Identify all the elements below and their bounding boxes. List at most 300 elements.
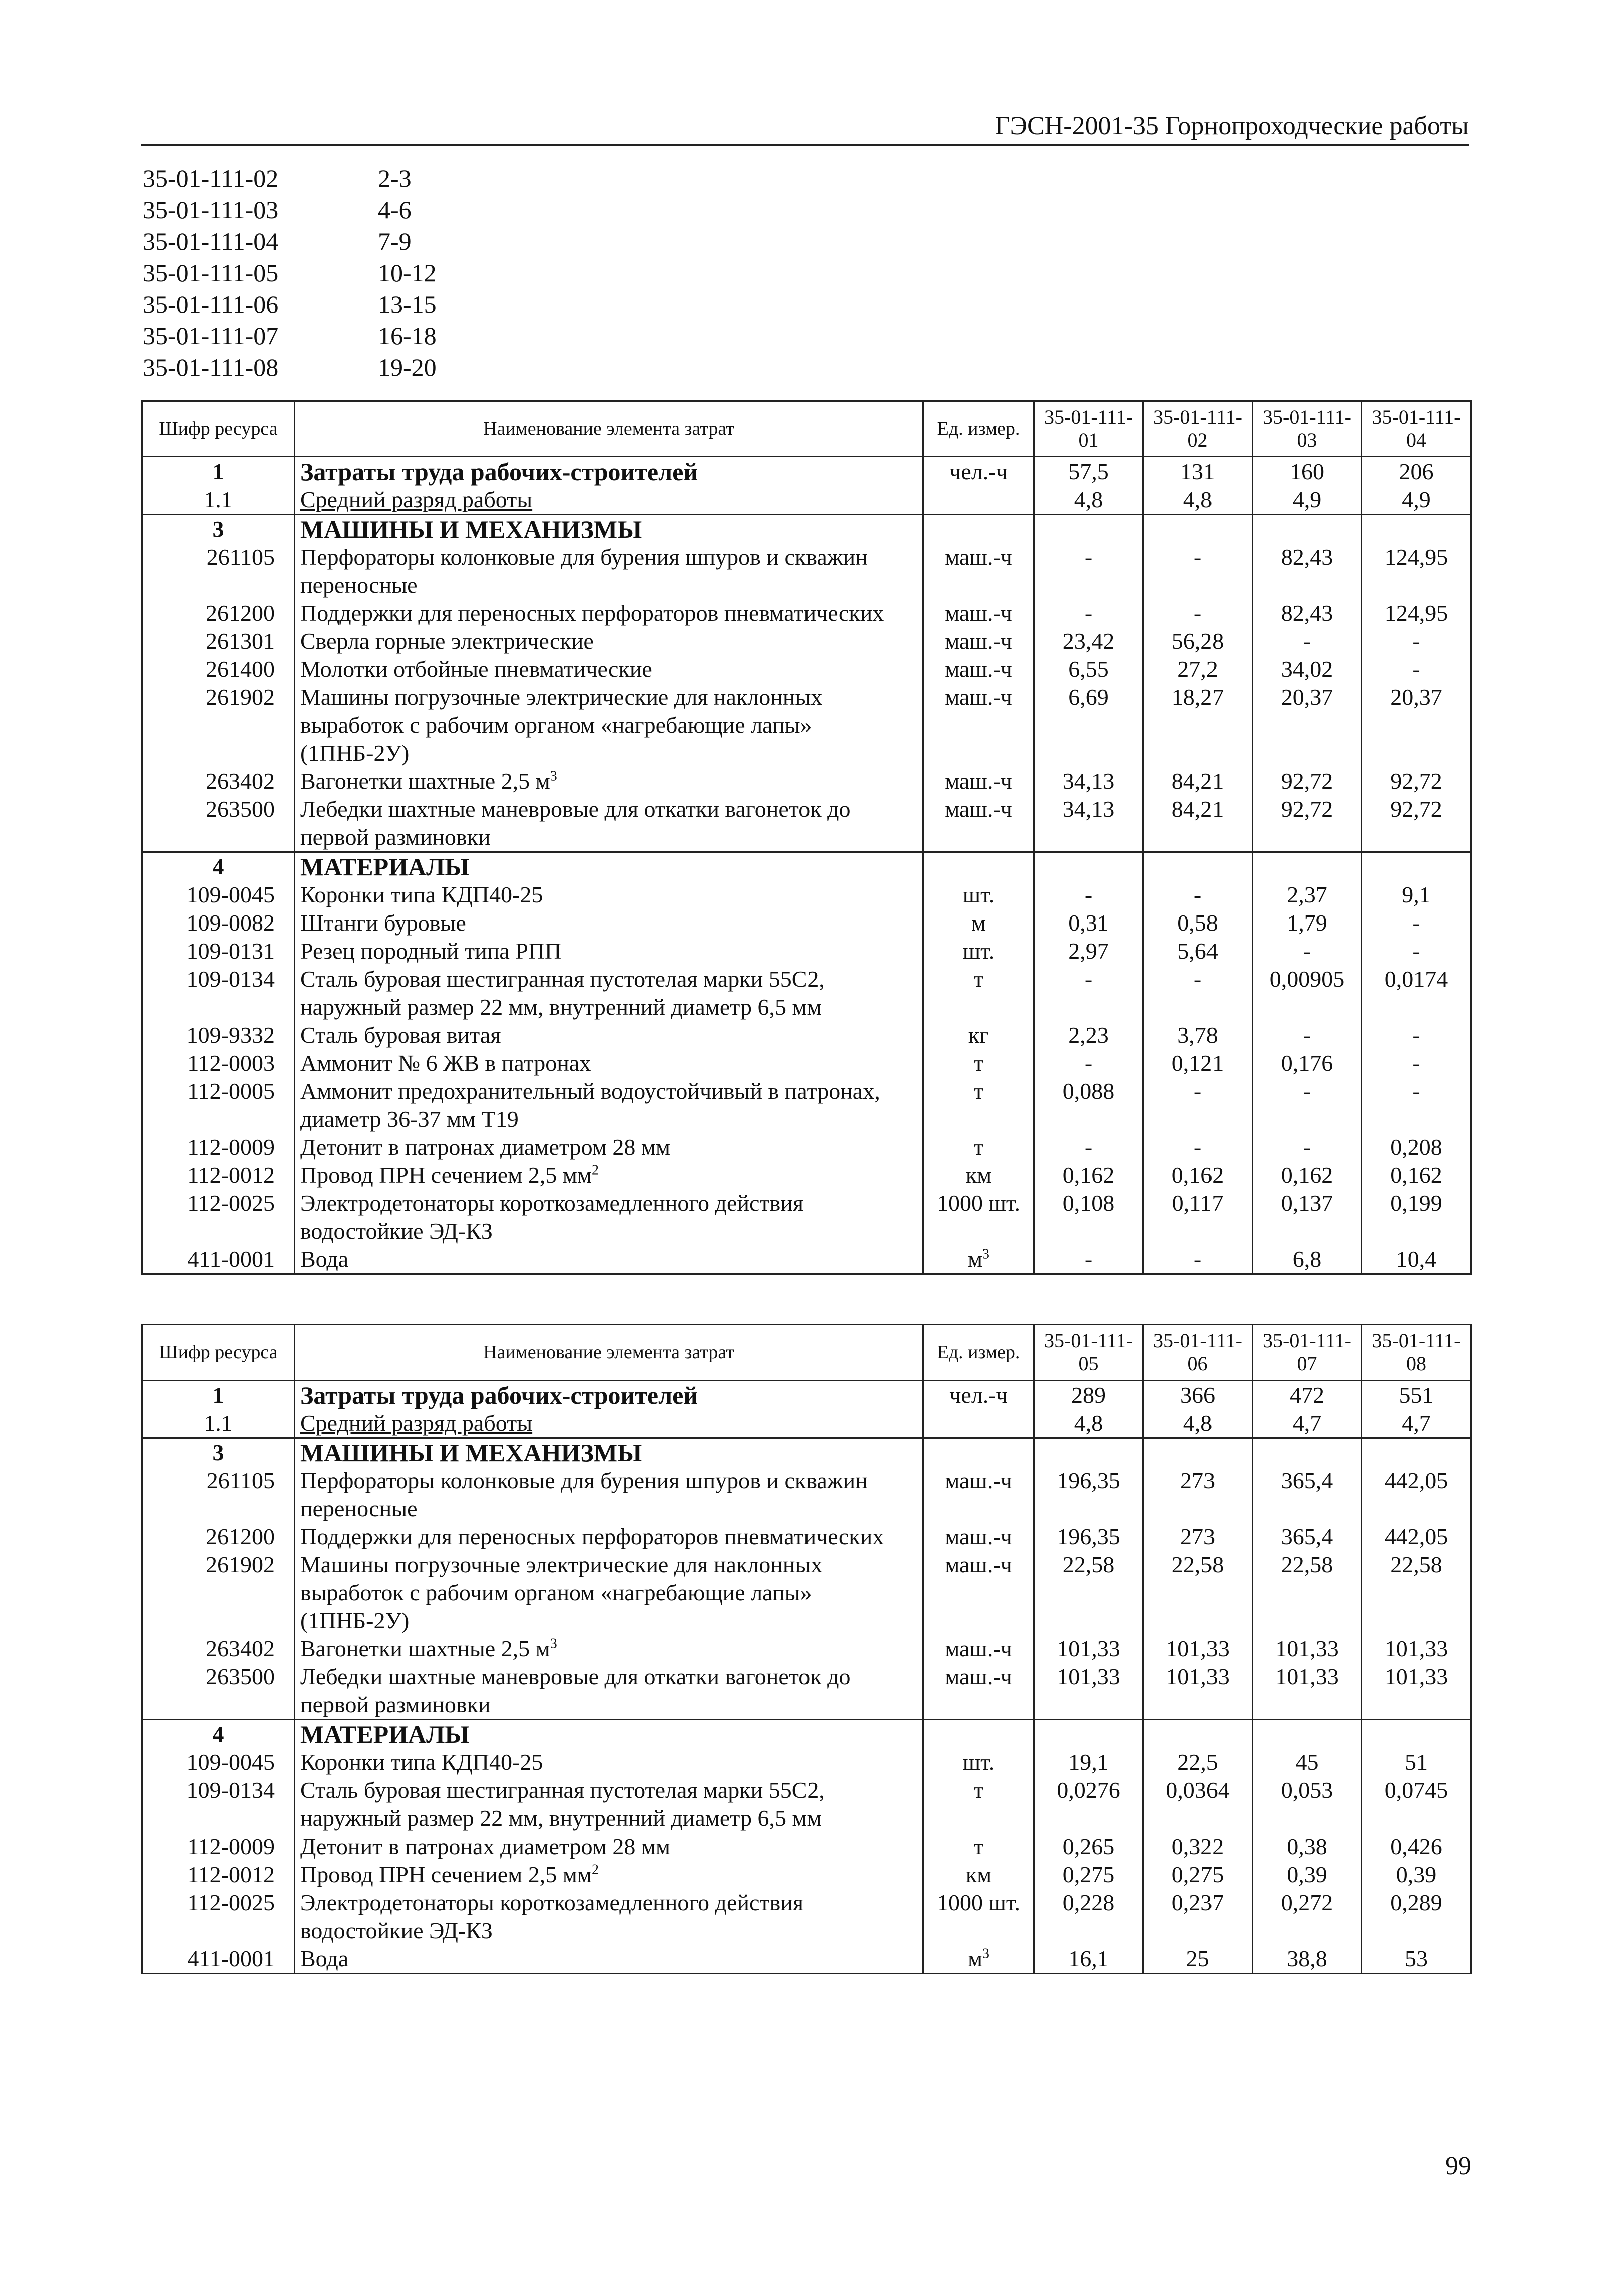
header-norm-col-8: 35-01-111-08 xyxy=(1362,1325,1471,1381)
cost-element-text: Средний разряд работы xyxy=(300,1410,533,1436)
norm-value: 0,162 xyxy=(1143,1161,1253,1189)
table-range: 16-18 xyxy=(378,322,437,350)
cost-element-text: Детонит в патронах диаметром 28 мм xyxy=(300,1134,671,1160)
norm-value: 0,137 xyxy=(1253,1189,1362,1245)
unit-of-measure xyxy=(923,795,1034,852)
norm-value: 124,95 xyxy=(1362,599,1471,627)
norm-value: 19,1 xyxy=(1034,1748,1143,1776)
cost-element-name xyxy=(295,1161,923,1189)
cost-element-name xyxy=(295,852,923,881)
norm-value xyxy=(1143,852,1253,881)
unit-text: т xyxy=(973,1134,984,1160)
cost-element-name xyxy=(295,1049,923,1077)
norm-value: 9,1 xyxy=(1362,881,1471,909)
cost-element-name xyxy=(295,1467,923,1523)
resource-code: 1 xyxy=(142,1381,295,1410)
unit-of-measure xyxy=(923,1889,1034,1945)
unit-of-measure xyxy=(923,1381,1034,1410)
resource-table-2 xyxy=(141,1324,1472,1974)
cost-element-name xyxy=(295,543,923,599)
norm-value: 551 xyxy=(1362,1381,1471,1410)
cost-element-text: Лебедки шахтные маневровые для откатки вагонеток до первой разминовки xyxy=(300,796,851,850)
norm-value: 6,69 xyxy=(1034,683,1143,767)
table-row xyxy=(142,683,1471,767)
unit-of-measure xyxy=(923,909,1034,937)
page-header-title: ГЭСН-2001-35 Горнопроходческие работы xyxy=(995,112,1469,140)
norm-value: 2,37 xyxy=(1253,881,1362,909)
norm-value: 273 xyxy=(1143,1523,1253,1551)
cost-element-name xyxy=(295,937,923,965)
cost-element-name xyxy=(295,1409,923,1438)
cost-element-name xyxy=(295,627,923,655)
table-row xyxy=(142,1381,1471,1410)
table-row xyxy=(142,881,1471,909)
cost-element-text: Затраты труда рабочих-строителей xyxy=(300,457,698,486)
norm-value: - xyxy=(1034,599,1143,627)
norm-value: 0,088 xyxy=(1034,1077,1143,1133)
norm-value: 92,72 xyxy=(1253,795,1362,852)
norm-value: - xyxy=(1253,627,1362,655)
norm-value xyxy=(1362,1438,1471,1467)
unit-text: маш.-ч xyxy=(945,1524,1012,1549)
norm-value: 53 xyxy=(1362,1945,1471,1974)
header-norm-col-7: 35-01-111-07 xyxy=(1253,1325,1362,1381)
norm-value: - xyxy=(1034,1049,1143,1077)
unit-text: маш.-ч xyxy=(945,544,1012,570)
norm-value: - xyxy=(1034,1245,1143,1274)
norm-value: - xyxy=(1034,965,1143,1021)
table-range: 10-12 xyxy=(378,259,437,287)
code-list-item xyxy=(143,320,437,352)
norm-value: 22,58 xyxy=(1253,1551,1362,1635)
unit-of-measure xyxy=(923,627,1034,655)
norm-value: 56,28 xyxy=(1143,627,1253,655)
norm-value: 0,275 xyxy=(1143,1861,1253,1889)
norm-value: 25 xyxy=(1143,1945,1253,1974)
table-row xyxy=(142,795,1471,852)
superscript: 2 xyxy=(592,1862,599,1878)
cost-element-name xyxy=(295,965,923,1021)
norm-value: 442,05 xyxy=(1362,1467,1471,1523)
norm-value: 101,33 xyxy=(1253,1663,1362,1720)
norm-value: 4,9 xyxy=(1362,486,1471,515)
norm-value xyxy=(1253,852,1362,881)
cost-element-text: Вода xyxy=(300,1246,349,1272)
superscript: 2 xyxy=(592,1162,599,1178)
unit-of-measure xyxy=(923,1551,1034,1635)
cost-element-name xyxy=(295,1523,923,1551)
cost-element-text: МАШИНЫ И МЕХАНИЗМЫ xyxy=(300,1439,642,1467)
resource-code: 1.1 xyxy=(142,1409,295,1438)
norm-value: 0,0174 xyxy=(1362,965,1471,1021)
cost-element-text: Аммонит предохранительный водоустойчивый в патронах, диаметр 36-37 мм Т19 xyxy=(300,1078,880,1132)
norm-value: 0,176 xyxy=(1253,1049,1362,1077)
header-cost-element: Наименование элемента затрат xyxy=(295,401,923,457)
table-range: 2-3 xyxy=(378,164,412,192)
cost-element-text: Поддержки для переносных перфораторов пневматических xyxy=(300,600,884,626)
norm-value xyxy=(1143,1720,1253,1749)
norm-value xyxy=(1253,1720,1362,1749)
table-range: 13-15 xyxy=(378,290,437,318)
resource-code: 263402 xyxy=(142,767,295,795)
code-list-item xyxy=(143,163,437,194)
norm-value: 0,322 xyxy=(1143,1832,1253,1861)
table-1-body xyxy=(142,457,1471,1274)
header-divider xyxy=(141,144,1469,146)
norm-value: 5,64 xyxy=(1143,937,1253,965)
cost-element-name xyxy=(295,1551,923,1635)
unit-text: маш.-ч xyxy=(945,1468,1012,1493)
unit-of-measure xyxy=(923,683,1034,767)
table-row xyxy=(142,1077,1471,1133)
norm-value: 0,162 xyxy=(1362,1161,1471,1189)
unit-text: шт. xyxy=(962,938,995,964)
cost-element-text: Электродетонаторы короткозамедленного действия водостойкие ЭД-КЗ xyxy=(300,1190,803,1244)
norm-value: 0,162 xyxy=(1034,1161,1143,1189)
norm-value: - xyxy=(1362,655,1471,683)
cost-element-name xyxy=(295,655,923,683)
table-row xyxy=(142,1189,1471,1245)
cost-element-text: Машины погрузочные электрические для наклонных выработок с рабочим органом «нагребающие лапы» (1ПНБ-2У) xyxy=(300,1552,823,1633)
cost-element-text: Коронки типа КДП40-25 xyxy=(300,882,543,907)
table-row xyxy=(142,1748,1471,1776)
header-cost-element: Наименование элемента затрат xyxy=(295,1325,923,1381)
norm-value xyxy=(1034,1720,1143,1749)
norm-value: 20,37 xyxy=(1253,683,1362,767)
norm-value: 0,00905 xyxy=(1253,965,1362,1021)
table-row xyxy=(142,1776,1471,1832)
resource-code: 112-0012 xyxy=(142,1861,295,1889)
norm-value: 365,4 xyxy=(1253,1523,1362,1551)
table-row xyxy=(142,543,1471,599)
norm-value: 82,43 xyxy=(1253,599,1362,627)
resource-code: 109-0082 xyxy=(142,909,295,937)
unit-text: м xyxy=(967,1946,983,1971)
norm-value xyxy=(1143,1438,1253,1467)
table-row xyxy=(142,1438,1471,1467)
norm-value: 0,289 xyxy=(1362,1889,1471,1945)
cost-element-text: Провод ПРН сечением 2,5 мм xyxy=(300,1162,592,1188)
unit-text: т xyxy=(973,1078,984,1104)
table-range: 19-20 xyxy=(378,353,437,381)
norm-value: 101,33 xyxy=(1253,1635,1362,1663)
norm-value: 6,8 xyxy=(1253,1245,1362,1274)
table-row xyxy=(142,965,1471,1021)
resource-code: 411-0001 xyxy=(142,1245,295,1274)
resource-code: 261200 xyxy=(142,1523,295,1551)
resource-code: 411-0001 xyxy=(142,1945,295,1974)
cost-element-text: Аммонит № 6 ЖВ в патронах xyxy=(300,1050,591,1076)
table-row xyxy=(142,1021,1471,1049)
cost-element-text: Вагонетки шахтные 2,5 м xyxy=(300,768,550,794)
table-2-body xyxy=(142,1381,1471,1974)
table-row xyxy=(142,909,1471,937)
unit-text: шт. xyxy=(962,882,995,907)
norm-value: 45 xyxy=(1253,1748,1362,1776)
cost-element-text: Резец породный типа РПП xyxy=(300,938,562,964)
table-row xyxy=(142,1161,1471,1189)
page-number: 99 xyxy=(1445,2152,1471,2180)
norm-code-list xyxy=(143,163,437,383)
unit-text: т xyxy=(973,1050,984,1076)
cost-element-name xyxy=(295,1189,923,1245)
cost-element-text: Детонит в патронах диаметром 28 мм xyxy=(300,1833,671,1859)
norm-value: - xyxy=(1143,599,1253,627)
norm-value: 34,02 xyxy=(1253,655,1362,683)
unit-of-measure xyxy=(923,1720,1034,1749)
code-list-item xyxy=(143,257,437,289)
unit-of-measure xyxy=(923,1663,1034,1720)
unit-of-measure xyxy=(923,1245,1034,1274)
header-norm-col-2: 35-01-111-02 xyxy=(1143,401,1253,457)
cost-element-text: Перфораторы колонковые для бурения шпуров и скважин переносные xyxy=(300,544,868,598)
resource-code: 1.1 xyxy=(142,486,295,515)
table-range: 4-6 xyxy=(378,196,412,224)
norm-value: - xyxy=(1034,543,1143,599)
unit-text: т xyxy=(973,1833,984,1859)
norm-value xyxy=(1034,852,1143,881)
unit-of-measure xyxy=(923,852,1034,881)
norm-value: 16,1 xyxy=(1034,1945,1143,1974)
resource-code: 4 xyxy=(142,852,295,881)
norm-value: 92,72 xyxy=(1362,767,1471,795)
unit-text: м xyxy=(971,910,986,936)
unit-of-measure xyxy=(923,1161,1034,1189)
norm-value: 101,33 xyxy=(1034,1635,1143,1663)
norm-code: 35-01-111-03 xyxy=(143,196,279,224)
table-row xyxy=(142,1945,1471,1974)
norm-value xyxy=(1034,1438,1143,1467)
norm-value: 22,58 xyxy=(1034,1551,1143,1635)
unit-text: маш.-ч xyxy=(945,628,1012,654)
cost-element-text: Сверла горные электрические xyxy=(300,628,594,654)
table-row xyxy=(142,515,1471,544)
norm-value: 4,8 xyxy=(1143,486,1253,515)
table-row xyxy=(142,1635,1471,1663)
table-range: 7-9 xyxy=(378,227,412,255)
norm-value: 0,265 xyxy=(1034,1832,1143,1861)
norm-value: 57,5 xyxy=(1034,457,1143,486)
resource-code: 112-0025 xyxy=(142,1189,295,1245)
norm-value: 4,8 xyxy=(1034,1409,1143,1438)
norm-value: - xyxy=(1362,1077,1471,1133)
cost-element-text: Электродетонаторы короткозамедленного действия водостойкие ЭД-КЗ xyxy=(300,1890,803,1943)
cost-element-name xyxy=(295,1381,923,1410)
norm-code: 35-01-111-02 xyxy=(143,164,279,192)
header-resource-code: Шифр ресурса xyxy=(142,401,295,457)
norm-value: - xyxy=(1034,1133,1143,1161)
unit-of-measure xyxy=(923,1523,1034,1551)
norm-value xyxy=(1034,515,1143,544)
resource-code: 112-0012 xyxy=(142,1161,295,1189)
table-row xyxy=(142,767,1471,795)
unit-of-measure xyxy=(923,1748,1034,1776)
resource-code: 4 xyxy=(142,1720,295,1749)
cost-element-name xyxy=(295,1945,923,1974)
norm-value xyxy=(1253,1438,1362,1467)
norm-value: 2,97 xyxy=(1034,937,1143,965)
unit-text: маш.-ч xyxy=(945,656,1012,682)
unit-of-measure xyxy=(923,1776,1034,1832)
cost-element-text: Вода xyxy=(300,1946,349,1971)
norm-value: 18,27 xyxy=(1143,683,1253,767)
resource-code: 3 xyxy=(142,515,295,544)
norm-value: - xyxy=(1253,937,1362,965)
table-row xyxy=(142,1720,1471,1749)
unit-of-measure xyxy=(923,767,1034,795)
table-row xyxy=(142,1523,1471,1551)
norm-value: 22,5 xyxy=(1143,1748,1253,1776)
norm-value: 0,426 xyxy=(1362,1832,1471,1861)
cost-element-name xyxy=(295,767,923,795)
unit-text: 1000 шт. xyxy=(936,1890,1021,1915)
norm-value: 365,4 xyxy=(1253,1467,1362,1523)
unit-text: маш.-ч xyxy=(945,600,1012,626)
norm-value: 366 xyxy=(1143,1381,1253,1410)
norm-value: - xyxy=(1143,881,1253,909)
norm-value: 4,8 xyxy=(1034,486,1143,515)
norm-value: 0,39 xyxy=(1253,1861,1362,1889)
norm-value xyxy=(1143,515,1253,544)
resource-code: 112-0005 xyxy=(142,1077,295,1133)
norm-value: - xyxy=(1253,1021,1362,1049)
resource-code: 261301 xyxy=(142,627,295,655)
norm-value: - xyxy=(1034,881,1143,909)
header-norm-col-5: 35-01-111-05 xyxy=(1034,1325,1143,1381)
unit-text: км xyxy=(965,1862,992,1887)
cost-element-text: Сталь буровая шестигранная пустотелая марки 55С2, наружный размер 22 мм, внутренний диаметр 6,5 мм xyxy=(300,966,825,1020)
table-row xyxy=(142,1049,1471,1077)
resource-code: 261105 xyxy=(142,1467,295,1523)
resource-code: 261200 xyxy=(142,599,295,627)
cost-element-text: Штанги буровые xyxy=(300,910,466,936)
unit-text: маш.-ч xyxy=(945,684,1012,710)
unit-of-measure xyxy=(923,1021,1034,1049)
table-row xyxy=(142,1133,1471,1161)
norm-value: 0,162 xyxy=(1253,1161,1362,1189)
unit-of-measure xyxy=(923,515,1034,544)
norm-value: - xyxy=(1143,543,1253,599)
norm-value: 84,21 xyxy=(1143,795,1253,852)
unit-of-measure xyxy=(923,1409,1034,1438)
norm-value: 6,55 xyxy=(1034,655,1143,683)
unit-text: маш.-ч xyxy=(945,1664,1012,1689)
cost-element-name xyxy=(295,1077,923,1133)
norm-value: 0,0364 xyxy=(1143,1776,1253,1832)
table-row xyxy=(142,1861,1471,1889)
resource-code: 112-0009 xyxy=(142,1832,295,1861)
norm-value: 34,13 xyxy=(1034,795,1143,852)
cost-element-name xyxy=(295,1021,923,1049)
norm-value xyxy=(1362,515,1471,544)
resource-code: 109-0045 xyxy=(142,1748,295,1776)
table-row xyxy=(142,1663,1471,1720)
norm-value: 289 xyxy=(1034,1381,1143,1410)
cost-element-text: Вагонетки шахтные 2,5 м xyxy=(300,1636,550,1661)
norm-value: 0,108 xyxy=(1034,1189,1143,1245)
cost-element-name xyxy=(295,457,923,486)
header-norm-col-1: 35-01-111-01 xyxy=(1034,401,1143,457)
norm-value: 101,33 xyxy=(1143,1635,1253,1663)
cost-element-name xyxy=(295,486,923,515)
norm-code: 35-01-111-04 xyxy=(143,227,279,255)
norm-value: 0,38 xyxy=(1253,1832,1362,1861)
norm-value: 0,0745 xyxy=(1362,1776,1471,1832)
unit-text: 1000 шт. xyxy=(936,1190,1021,1216)
norm-code: 35-01-111-07 xyxy=(143,322,279,350)
cost-element-name xyxy=(295,795,923,852)
unit-of-measure xyxy=(923,457,1034,486)
cost-element-name xyxy=(295,1635,923,1663)
table-row xyxy=(142,937,1471,965)
table-row xyxy=(142,655,1471,683)
cost-element-name xyxy=(295,1245,923,1274)
norm-value: - xyxy=(1362,909,1471,937)
norm-value: 34,13 xyxy=(1034,767,1143,795)
table-row xyxy=(142,1889,1471,1945)
cost-element-name xyxy=(295,1133,923,1161)
resource-code: 112-0025 xyxy=(142,1889,295,1945)
unit-of-measure xyxy=(923,1467,1034,1523)
norm-value: 23,42 xyxy=(1034,627,1143,655)
cost-element-name xyxy=(295,1438,923,1467)
table-row xyxy=(142,627,1471,655)
cost-element-text: Машины погрузочные электрические для наклонных выработок с рабочим органом «нагребающие лапы» (1ПНБ-2У) xyxy=(300,684,823,766)
table-row xyxy=(142,852,1471,881)
norm-value: - xyxy=(1143,1077,1253,1133)
norm-value: 124,95 xyxy=(1362,543,1471,599)
norm-value: 0,272 xyxy=(1253,1889,1362,1945)
unit-of-measure xyxy=(923,1438,1034,1467)
unit-of-measure xyxy=(923,1945,1034,1974)
norm-value: 0,31 xyxy=(1034,909,1143,937)
norm-value: - xyxy=(1362,627,1471,655)
norm-value: 0,237 xyxy=(1143,1889,1253,1945)
resource-code: 1 xyxy=(142,457,295,486)
resource-code: 112-0009 xyxy=(142,1133,295,1161)
unit-text: маш.-ч xyxy=(945,1636,1012,1661)
unit-of-measure xyxy=(923,1635,1034,1663)
norm-value: 84,21 xyxy=(1143,767,1253,795)
header-norm-col-3: 35-01-111-03 xyxy=(1253,401,1362,457)
cost-element-name xyxy=(295,683,923,767)
norm-value: 82,43 xyxy=(1253,543,1362,599)
resource-code: 109-9332 xyxy=(142,1021,295,1049)
norm-value: 0,275 xyxy=(1034,1861,1143,1889)
table-row xyxy=(142,1409,1471,1438)
cost-element-name xyxy=(295,1748,923,1776)
unit-text: м xyxy=(967,1246,983,1272)
norm-value: 4,7 xyxy=(1362,1409,1471,1438)
norm-value: 0,208 xyxy=(1362,1133,1471,1161)
unit-of-measure xyxy=(923,1049,1034,1077)
unit-of-measure xyxy=(923,1189,1034,1245)
norm-value: 92,72 xyxy=(1362,795,1471,852)
norm-value: 273 xyxy=(1143,1467,1253,1523)
unit-text: кг xyxy=(968,1022,989,1048)
header-resource-code: Шифр ресурса xyxy=(142,1325,295,1381)
norm-value: 0,0276 xyxy=(1034,1776,1143,1832)
unit-text: чел.-ч xyxy=(949,1382,1008,1408)
norm-value: 472 xyxy=(1253,1381,1362,1410)
unit-of-measure xyxy=(923,1832,1034,1861)
cost-element-text: Сталь буровая витая xyxy=(300,1022,501,1048)
resource-code: 3 xyxy=(142,1438,295,1467)
cost-element-text: Поддержки для переносных перфораторов пневматических xyxy=(300,1524,884,1549)
unit-text: т xyxy=(973,966,984,992)
unit-of-measure xyxy=(923,599,1034,627)
cost-element-name xyxy=(295,1720,923,1749)
